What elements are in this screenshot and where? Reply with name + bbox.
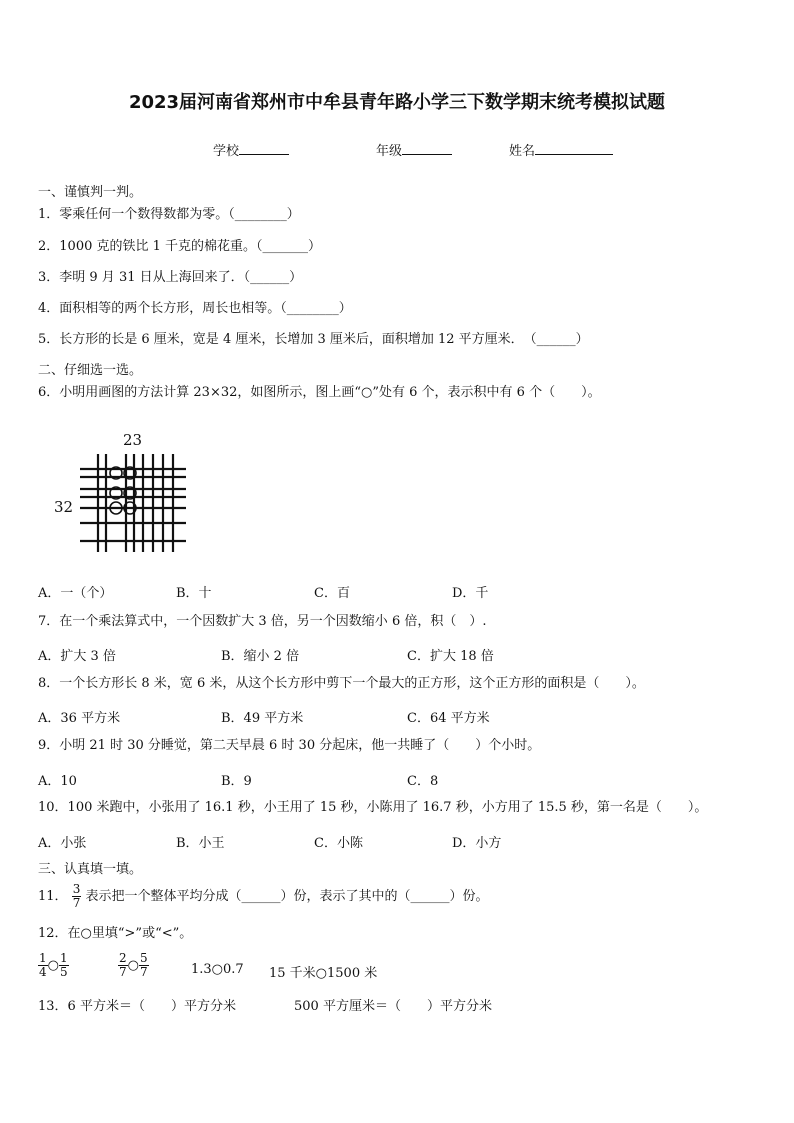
grade-label: 年级 [376, 144, 403, 159]
question-2: 2．1000 克的铁比 1 千克的棉花重。（_______） [38, 239, 322, 254]
compare-circle[interactable]: ○ [47, 958, 59, 973]
question-6: 6．小明用画图的方法计算 23×32，如图所示，图上画“○”处有 6 个，表示积中有 6 个（ ）。 [38, 385, 601, 400]
question-8: 8．一个长方形长 8 米，宽 6 米，从这个长方形中剪下一个最大的正方形，这个正方形的面积是（ ）。 [38, 676, 645, 691]
grade-field [376, 140, 452, 159]
question-13-part-b: 500 平方厘米＝（ ）平方分米 [294, 999, 492, 1014]
denominator: 5 [59, 965, 68, 979]
question-7: 7．在一个乘法算式中，一个因数扩大 3 倍，另一个因数缩小 6 倍，积（ ）. [38, 614, 487, 629]
fraction [139, 952, 149, 979]
name-field [509, 140, 613, 159]
option-a[interactable]: A．36 平方米 [38, 711, 121, 726]
school-label: 学校 [213, 144, 240, 159]
question-11 [38, 880, 488, 914]
fraction [59, 952, 69, 979]
option-a[interactable]: A．10 [38, 774, 77, 789]
option-b[interactable]: B．十 [176, 586, 212, 601]
question-3: 3．李明 9 月 31 日从上海回来了．（______） [38, 270, 303, 285]
option-b[interactable]: B．缩小 2 倍 [221, 649, 300, 664]
fraction [118, 952, 128, 979]
option-c[interactable]: C．8 [407, 774, 439, 789]
name-label: 姓名 [509, 144, 536, 159]
denominator: 7 [139, 965, 148, 979]
section-heading-2: 二、仔细选一选。 [38, 363, 143, 378]
numerator: 1 [39, 951, 47, 965]
question-text: 表示把一个整体平均分成（______）份，表示了其中的（______）份。 [85, 889, 489, 904]
multiplication-grid-figure [50, 428, 200, 558]
figure-top-label: 23 [123, 431, 143, 449]
option-c[interactable]: C．小陈 [314, 836, 363, 851]
numerator: 5 [139, 951, 148, 965]
option-d[interactable]: D．千 [452, 586, 489, 601]
comparison-item-3: 1.3○0.7 [191, 962, 244, 977]
question-number: 11． [38, 889, 68, 904]
name-blank[interactable] [535, 142, 613, 155]
question-4: 4．面积相等的两个长方形，周长也相等。（________） [38, 301, 352, 316]
option-b[interactable]: B．9 [221, 774, 252, 789]
numerator: 3 [72, 882, 81, 896]
option-a[interactable]: A．小张 [38, 836, 87, 851]
question-12-prompt: 12．在○里填“>”或“<”。 [38, 926, 193, 941]
school-field [213, 140, 289, 159]
page-title: 2023届河南省郑州市中牟县青年路小学三下数学期末统考模拟试题 [128, 92, 666, 113]
question-9: 9．小明 21 时 30 分睡觉，第二天早晨 6 时 30 分起床，他一共睡了（ ）个小时。 [38, 738, 541, 753]
option-a[interactable]: A．一（个） [38, 586, 113, 601]
numerator: 2 [119, 951, 127, 965]
denominator: 7 [119, 965, 127, 979]
option-c[interactable]: C．扩大 18 倍 [407, 649, 494, 664]
option-c[interactable]: C．64 平方米 [407, 711, 490, 726]
school-blank[interactable] [239, 142, 289, 155]
fraction [72, 883, 82, 910]
compare-circle[interactable]: ○ [127, 958, 139, 973]
comparison-item-1 [38, 952, 69, 979]
figure-left-label: 32 [54, 498, 74, 516]
option-b[interactable]: B．49 平方米 [221, 711, 304, 726]
question-10: 10．100 米跑中，小张用了 16.1 秒，小王用了 15 秒，小陈用了 16.7 秒，小方用了 15.5 秒，第一名是（ ）。 [38, 800, 708, 815]
question-1: 1．零乘任何一个数得数都为零。（________） [38, 207, 300, 222]
section-heading-3: 三、认真填一填。 [38, 862, 143, 877]
option-c[interactable]: C．百 [314, 586, 350, 601]
option-d[interactable]: D．小方 [452, 836, 502, 851]
section-heading-1: 一、谨慎判一判。 [38, 185, 143, 200]
option-b[interactable]: B．小王 [176, 836, 225, 851]
question-13-part-a: 13．6 平方米＝（ ）平方分米 [38, 999, 236, 1014]
denominator: 7 [72, 896, 81, 910]
comparison-item-4: 15 千米○1500 米 [269, 966, 378, 981]
option-a[interactable]: A．扩大 3 倍 [38, 649, 116, 664]
comparison-item-2 [118, 952, 149, 979]
denominator: 4 [39, 965, 47, 979]
numerator: 1 [59, 951, 68, 965]
question-5: 5．长方形的长是 6 厘米，宽是 4 厘米，长增加 3 厘米后，面积增加 12 平方厘米． （______） [38, 332, 589, 347]
grade-blank[interactable] [402, 142, 452, 155]
fraction [38, 952, 48, 979]
